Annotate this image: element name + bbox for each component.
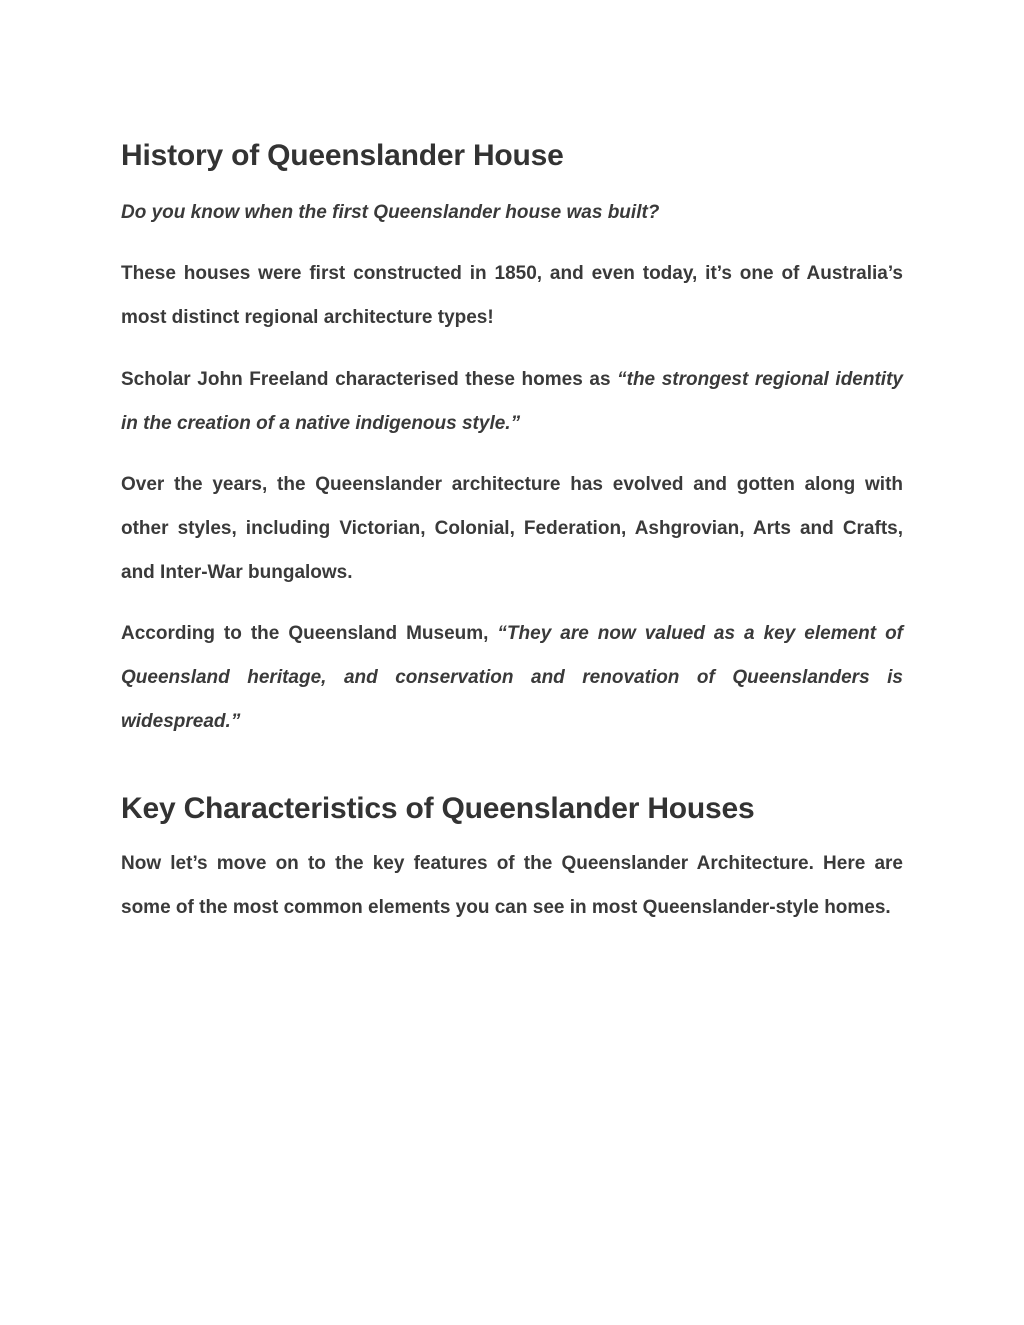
section-heading-key-characteristics: Key Characteristics of Queenslander Houses — [121, 792, 755, 825]
intro-question — [121, 191, 903, 235]
paragraph-key-features-intro: Now let’s move on to the key features of the Queenslander Architecture. Here are some of the most common elements you can see in most Queenslander-style homes. — [121, 853, 903, 918]
museum-lead-text: According to the Queensland Museum, — [121, 623, 498, 644]
museum-quote-text: “They are now valued as a key element of Queensland heritage, and conservation and renovation of Queenslanders is widespread.” — [121, 623, 904, 732]
scholar-lead-text: Scholar John Freeland characterised these homes as — [121, 369, 618, 390]
paragraph-museum-quote — [121, 612, 903, 744]
section-heading-history: History of Queenslander House — [121, 139, 564, 172]
paragraph-scholar-quote — [121, 358, 903, 446]
paragraph-evolution: Over the years, the Queenslander architecture has evolved and gotten along with other styles, including Victorian, Colonial, Federation, Ashgrovian, Arts and Crafts, and Inter-War bungalows. — [121, 474, 903, 583]
paragraph-construction: These houses were first constructed in 1850, and even today, it’s one of Australia’s most distinct regional architecture types! — [121, 263, 903, 328]
intro-question-text: Do you know when the first Queenslander house was built? — [121, 202, 660, 223]
scholar-quote-text: “the strongest regional identity in the creation of a native indigenous style.” — [121, 369, 903, 434]
